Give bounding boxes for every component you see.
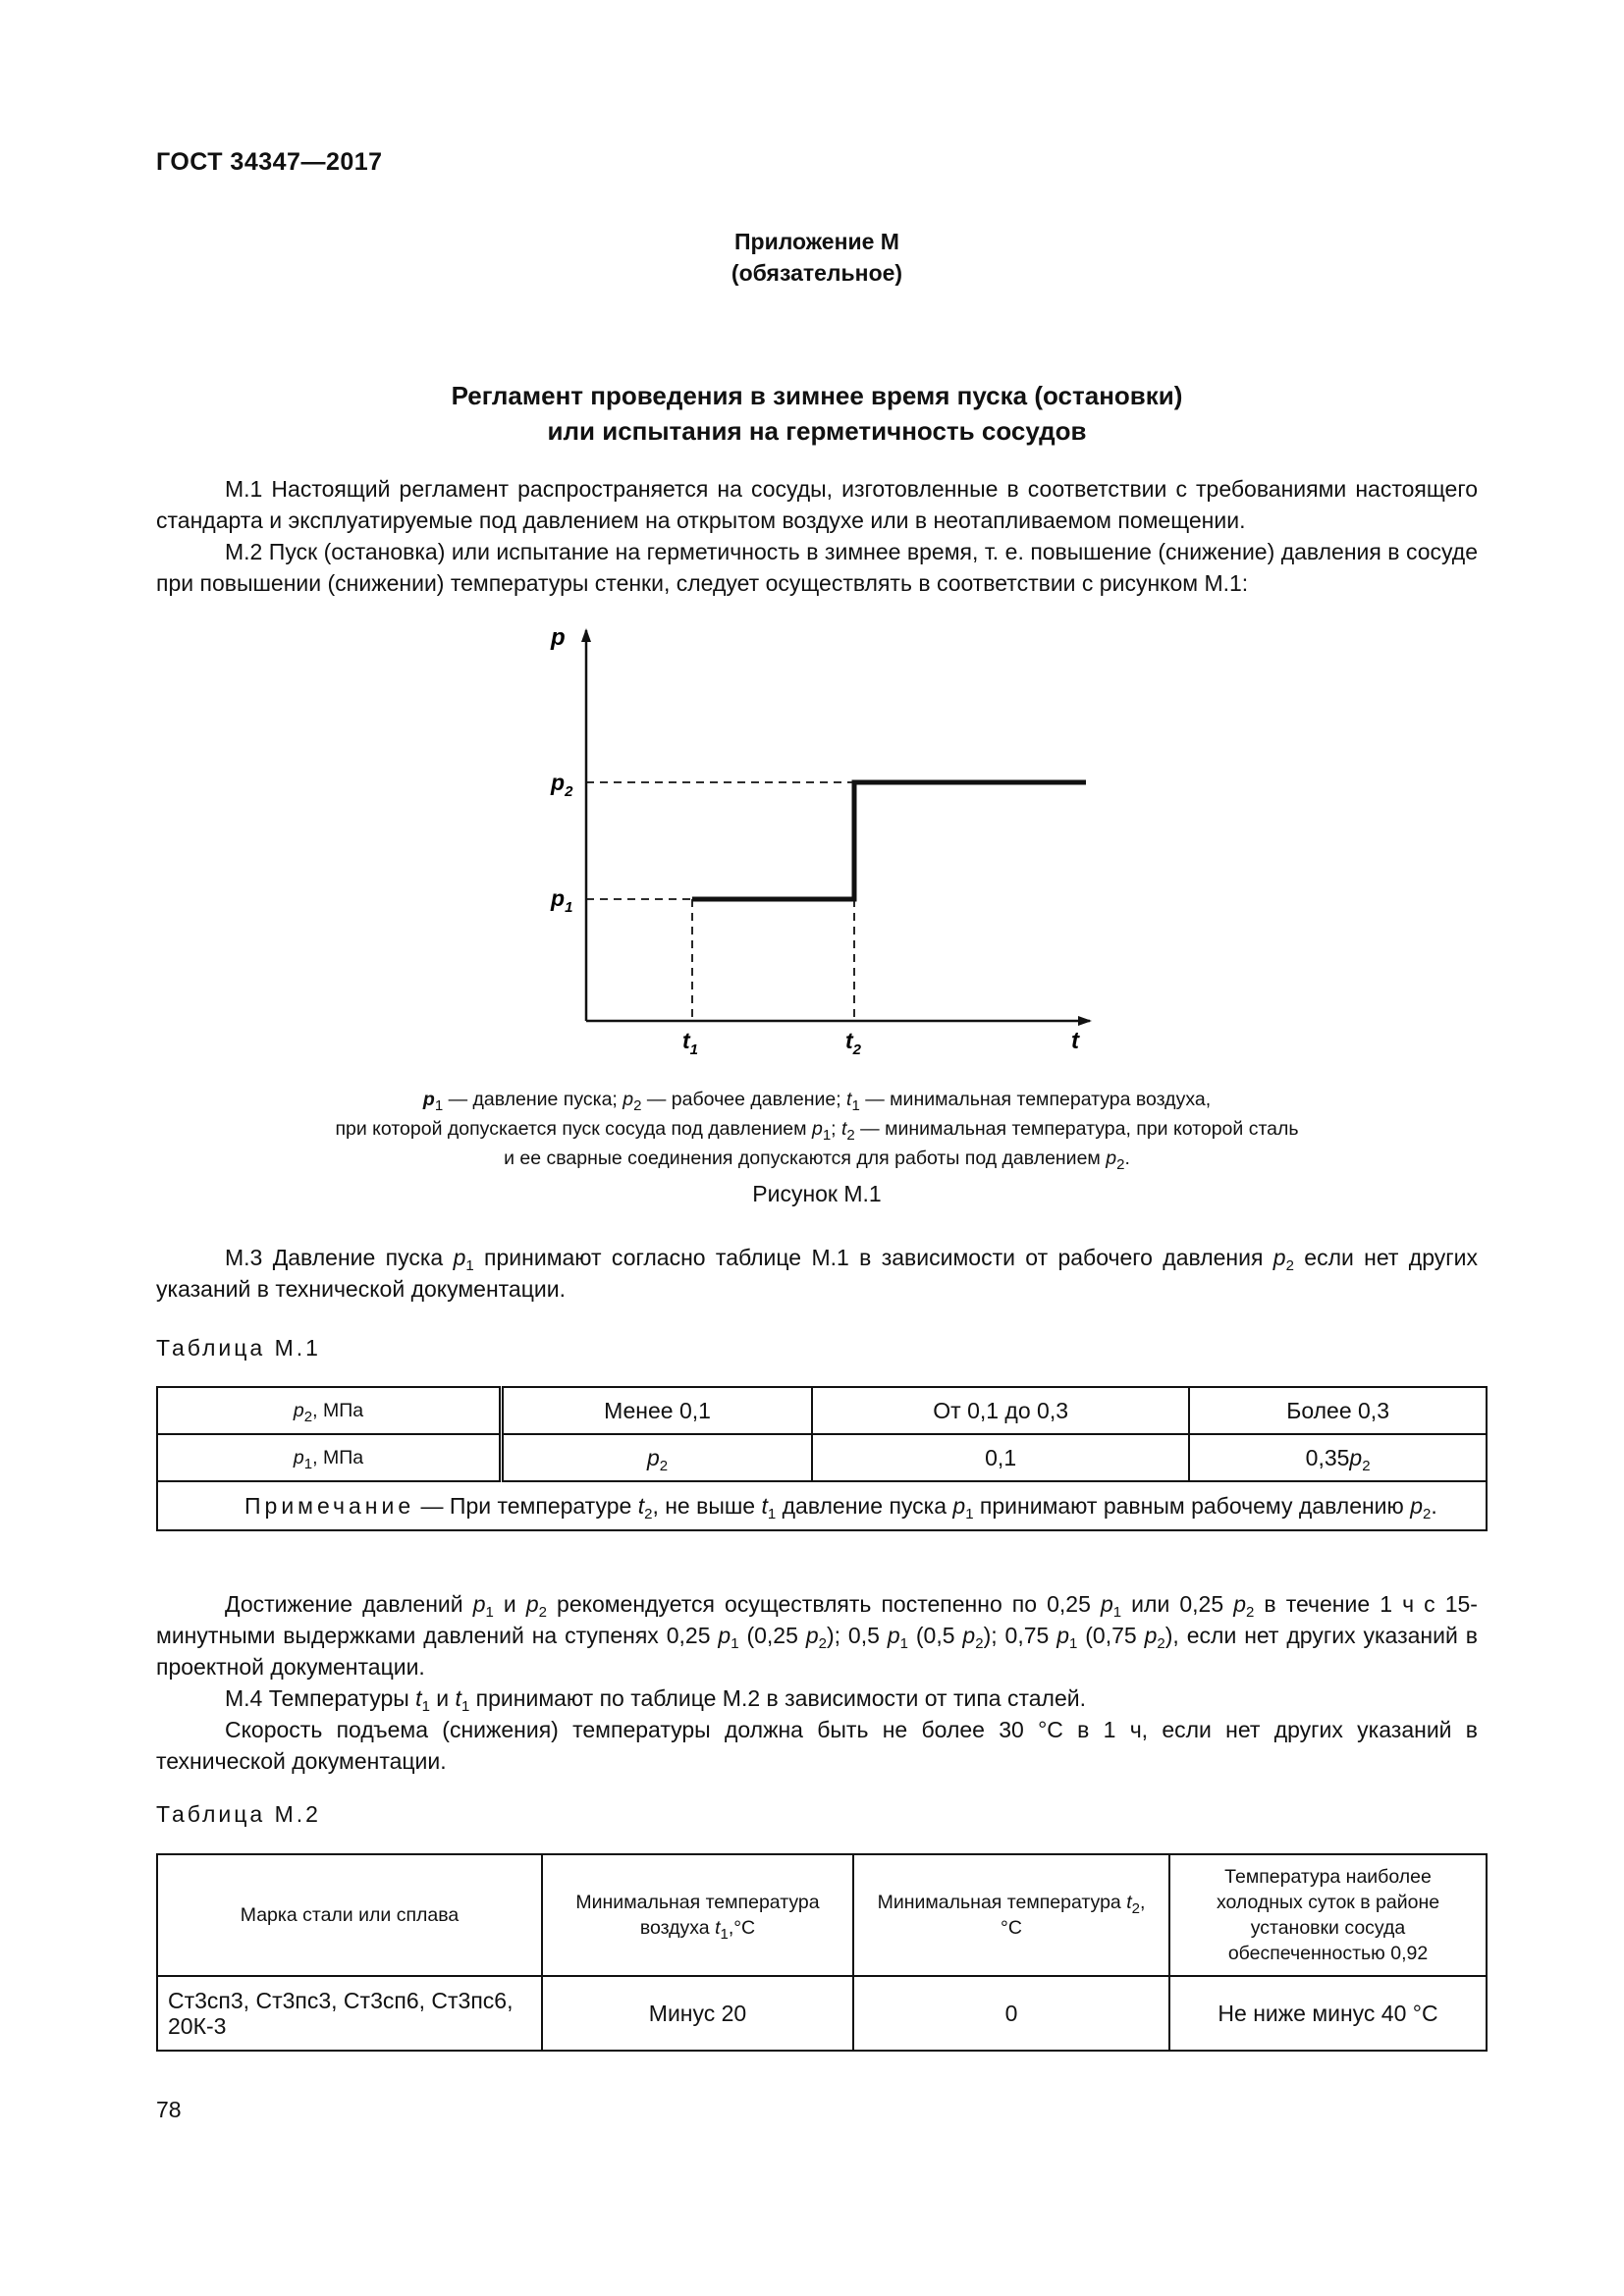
legend-line2: при которой допускается пуск сосуда под давлением $p_1$; $t_2$ — минимальная температура, при которой сталь (335, 1118, 1299, 1144)
table1-cell: 0,1 (812, 1434, 1189, 1481)
paragraph-pressure-steps: Достижение давлений $p_1$ и $p_2$ рекомендуется осуществлять постепенно по 0,25 $p_1$ или 0,25 $p_2$ в течение 1 ч с 15-минутными выдержками давлений на ступенях 0,25 $p_1$ (0,25 $p_2$); 0,5 $p_1$ (0,5 $p_2$); 0,75 $p_1$ (0,75 $p_2$), если нет других указаний в проектной документации. (156, 1591, 1478, 1680)
paragraph-m2: М.2 Пуск (остановка) или испытание на герметичность в зимнее время, т. е. повышение (снижение) давления в сосуде при повышении (снижении) температуры стенки, следует осуществлять в соответствии с рисунком М.1: (156, 539, 1478, 596)
legend-line1: $p_1$ — давление пуска; $p_2$ — рабочее давление; $t_1$ — минимальная температура воздуха, (422, 1089, 1212, 1114)
paragraphs-lower (156, 1588, 1478, 1777)
table1-cell: Менее 0,1 (502, 1387, 813, 1434)
figure-legend (156, 1085, 1478, 1173)
table-row (157, 1854, 1487, 1976)
y-axis-label: p (551, 624, 566, 651)
table1-cell: От 0,1 до 0,3 (812, 1387, 1189, 1434)
table2-header-min-temp: Минимальная температура $t_2$, °С (853, 1854, 1169, 1976)
regulation-title-line2: или испытания на герметичность сосудов (547, 416, 1087, 446)
table1-cell: $p_2$ (502, 1434, 813, 1481)
paragraph-m1: М.1 Настоящий регламент распространяется на сосуды, изготовленные в соответствии с требованиями настоящего стандарта и эксплуатируемые под давлением на открытом воздухе или в неотапливаемом помещении. (156, 476, 1478, 533)
x-axis-label: t (1071, 1028, 1079, 1054)
series-line (692, 782, 1086, 899)
tick-label-t2: $t_2$ (845, 1028, 862, 1058)
table2-cell-air-temp: Минус 20 (542, 1976, 853, 2051)
appendix-title: Приложение М (734, 229, 899, 254)
table1-label: Таблица М.1 (156, 1335, 321, 1361)
appendix-status: (обязательное) (731, 260, 903, 286)
table1-cell: $0,35p_2$ (1189, 1434, 1487, 1481)
paragraph-m4: М.4 Температуры $t_1$ и $t_1$ принимают по таблице М.2 в зависимости от типа сталей. (225, 1685, 1087, 1715)
table-m1 (156, 1386, 1488, 1531)
table2-label: Таблица М.2 (156, 1801, 321, 1827)
table2-header-coldest-day: Температура наиболее холодных суток в районе установки сосуда обеспеченностью 0,92 (1169, 1854, 1487, 1976)
table1-row1-head: $p_2$, МПа (157, 1387, 502, 1434)
table1-cell: Более 0,3 (1189, 1387, 1487, 1434)
page-number: 78 (156, 2097, 182, 2122)
paragraph-speed: Скорость подъема (снижения) температуры должна быть не более 30 °С в 1 ч, если нет других указаний в технической документации. (156, 1717, 1478, 1774)
tick-label-t1: $t_1$ (682, 1028, 699, 1058)
table2-header-steel: Марка стали или сплава (157, 1854, 542, 1976)
table-row (157, 1481, 1487, 1530)
table1-note: Примечание — При температуре $t_2$, не выше $t_1$ давление пуска $p_1$ принимают равным рабочему давлению $p_2$. (157, 1481, 1487, 1530)
paragraph-m3: М.3 Давление пуска $p_1$ принимают согласно таблице М.1 в зависимости от рабочего давления $p_2$ если нет других указаний в технической документации. (156, 1245, 1478, 1302)
table-m2 (156, 1853, 1488, 2052)
figure-caption: Рисунок М.1 (752, 1181, 882, 1206)
table-row (157, 1434, 1487, 1481)
table2-header-air-temp: Минимальная температура воздуха $t_1,^\circ С$ (542, 1854, 853, 1976)
tick-label-p1: $p_1$ (551, 885, 573, 916)
tick-label-p2: $p_2$ (551, 770, 573, 800)
table2-cell-min-temp: 0 (853, 1976, 1169, 2051)
table2-cell-coldest-day: Не ниже минус 40 °С (1169, 1976, 1487, 2051)
regulation-title-line1: Регламент проведения в зимнее время пуска (остановки) (451, 381, 1183, 410)
table-row (157, 1976, 1487, 2051)
table1-row2-head: $p_1$, МПа (157, 1434, 502, 1481)
legend-line3: и ее сварные соединения допускаются для работы под давлением $p_2$. (504, 1148, 1130, 1173)
table-row (157, 1387, 1487, 1434)
table2-cell-steel: Ст3сп3, Ст3пс3, Ст3сп6, Ст3пс6, 20К-3 (157, 1976, 542, 2051)
standard-code: ГОСТ 34347—2017 (156, 148, 383, 176)
